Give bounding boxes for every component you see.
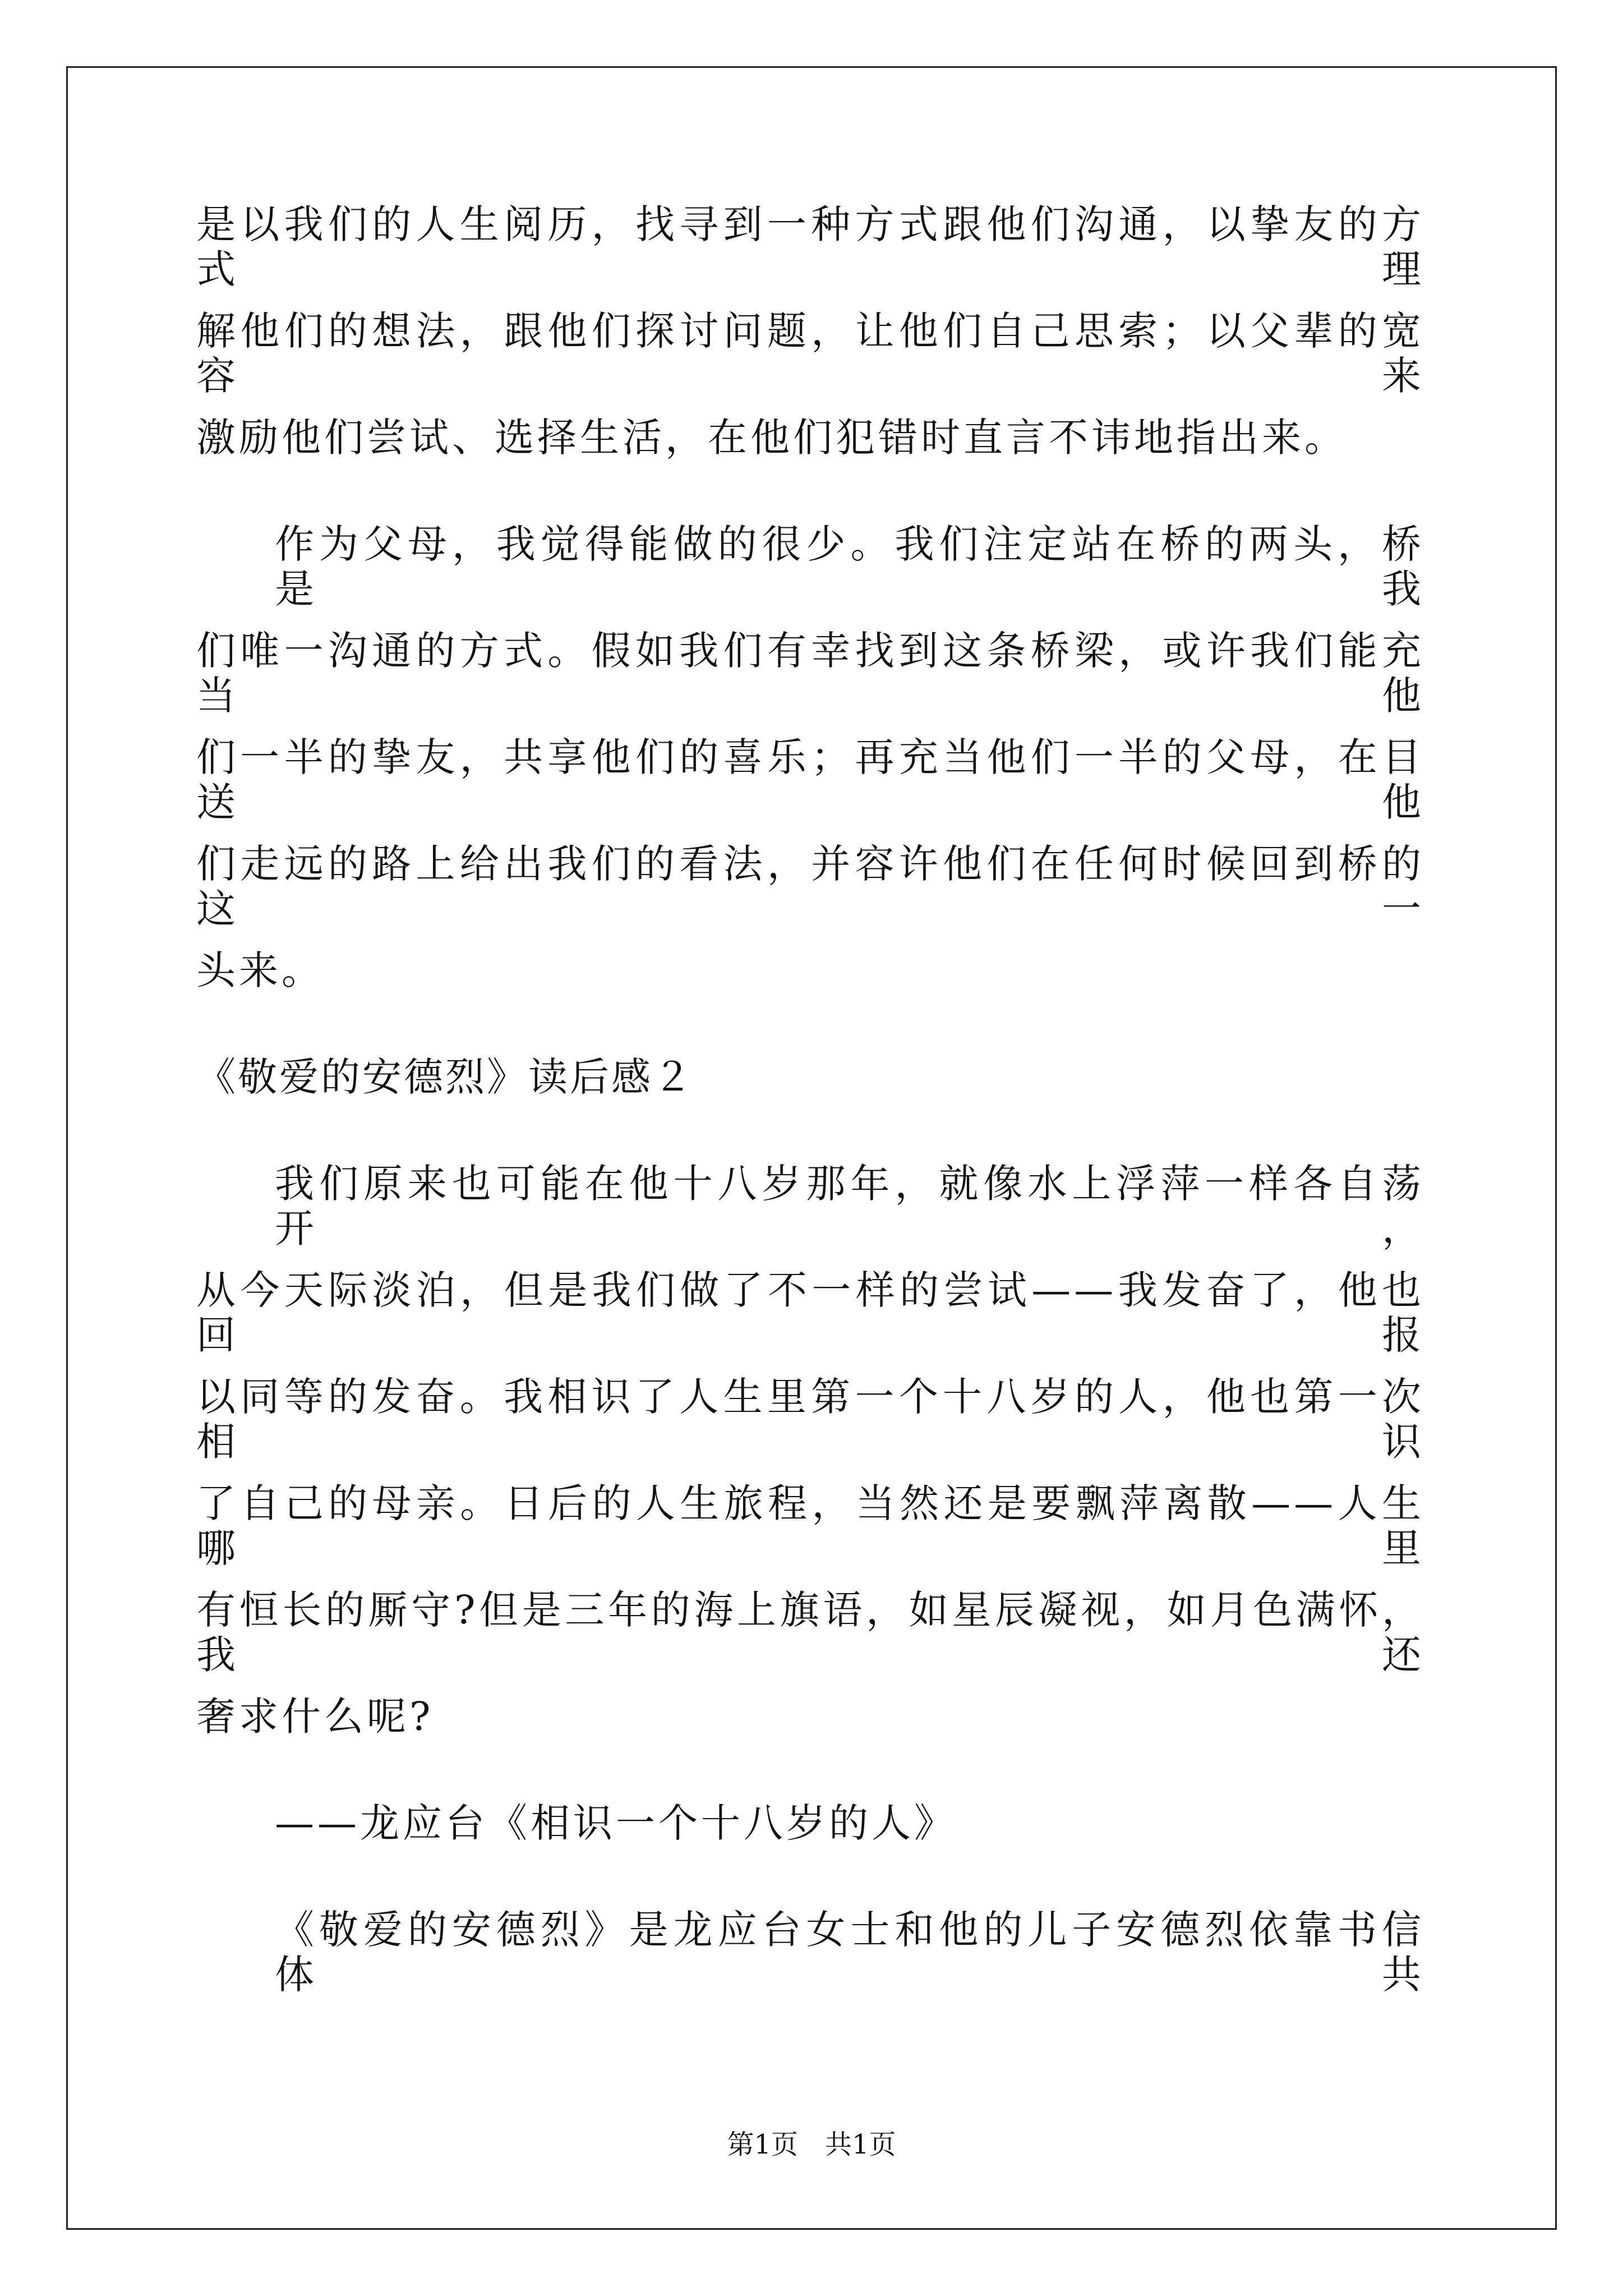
text-line: 《敬爱的安德烈》是龙应台女士和他的儿子安德烈依靠书信体共: [275, 1907, 1424, 1998]
text-line: 作为父母，我觉得能做的很少。我们注定站在桥的两头，桥是我: [275, 521, 1424, 612]
text-line: 从今天际淡泊，但是我们做了不一样的尝试——我发奋了，他也回报: [196, 1267, 1424, 1358]
text-line: 奢求什么呢?: [196, 1694, 434, 1740]
text-line: 以同等的发奋。我相识了人生里第一个十八岁的人，他也第一次相识: [196, 1374, 1424, 1465]
text-line: 是以我们的人生阅历，找寻到一种方式跟他们沟通，以挚友的方式理: [196, 201, 1424, 292]
text-line: 们走远的路上给出我们的看法，并容许他们在任何时候回到桥的这一: [196, 841, 1424, 932]
quote-source: ——龙应台《相识一个十八岁的人》: [275, 1800, 957, 1846]
text-line: 有恒长的厮守?但是三年的海上旗语，如星辰凝视，如月色满怀，我还: [196, 1587, 1424, 1678]
page-number-footer: 第1页 共1页: [727, 2129, 896, 2160]
text-line: 激励他们尝试、选择生活，在他们犯错时直言不讳地指出来。: [196, 415, 1347, 461]
text-line: 了自己的母亲。日后的人生旅程，当然还是要飘萍离散——人生哪里: [196, 1480, 1424, 1571]
text-line: 我们原来也可能在他十八岁那年，就像水上浮萍一样各自荡开，: [275, 1161, 1424, 1251]
section-title: 《敬爱的安德烈》读后感２: [196, 1054, 694, 1100]
text-line: 们唯一沟通的方式。假如我们有幸找到这条桥梁，或许我们能充当他: [196, 628, 1424, 719]
document-body: [196, 202, 1424, 2014]
text-line: 解他们的想法，跟他们探讨问题，让他们自己思索；以父辈的宽容来: [196, 308, 1424, 399]
text-line: 们一半的挚友，共享他们的喜乐；再充当他们一半的父母，在目送他: [196, 734, 1424, 825]
text-line: 头来。: [196, 947, 324, 993]
